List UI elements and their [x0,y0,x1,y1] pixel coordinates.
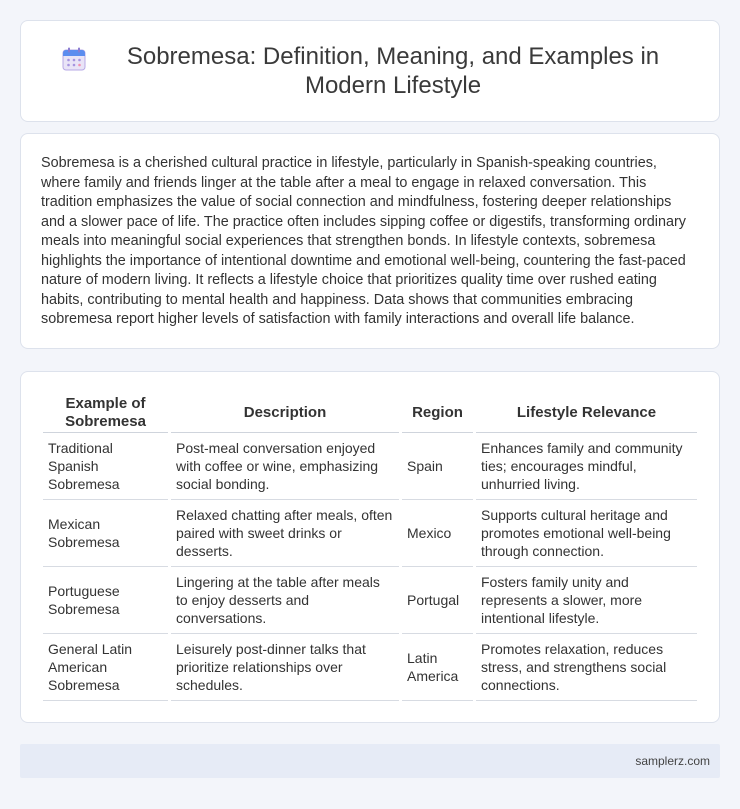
footer-link[interactable]: samplerz.com [635,754,710,768]
title-wrap [21,42,719,100]
header-description: Description [171,393,399,433]
cell-description: Leisurely post-dinner talks that prioritize relationships over schedules. [171,634,399,701]
cell-example: General Latin American Sobremesa [43,634,168,701]
cell-relevance: Fosters family unity and represents a slower, more intentional lifestyle. [476,567,697,634]
cell-relevance: Promotes relaxation, reduces stress, and strengthens social connections. [476,634,697,701]
intro-card [20,133,720,349]
table-row [43,634,697,701]
title-card [20,20,720,122]
cell-relevance: Supports cultural heritage and promotes emotional well-being through connection. [476,500,697,567]
table-row [43,567,697,634]
header-relevance: Lifestyle Relevance [476,393,697,433]
cell-region: Mexico [402,500,473,567]
cell-description: Post-meal conversation enjoyed with coffee or wine, emphasizing social bonding. [171,433,399,500]
page-title: Sobremesa: Definition, Meaning, and Examples in Modern Lifestyle [126,43,660,99]
cell-region: Portugal [402,567,473,634]
calendar-icon [61,46,87,72]
header-example: Example of Sobremesa [43,393,168,433]
table-header-row [43,393,697,433]
table-row [43,433,697,500]
cell-description: Relaxed chatting after meals, often paired with sweet drinks or desserts. [171,500,399,567]
cell-description: Lingering at the table after meals to enjoy desserts and conversations. [171,567,399,634]
cell-region: Spain [402,433,473,500]
table-row [43,500,697,567]
examples-table [40,393,700,701]
cell-example: Mexican Sobremesa [43,500,168,567]
cell-region: Latin America [402,634,473,701]
header-region: Region [402,393,473,433]
intro-paragraph: Sobremesa is a cherished cultural practice in lifestyle, particularly in Spanish-speaking countries, where family and friends linger at the table after a meal to engage in relaxed conversation. This tradition emphasizes the value of social connection and mindfulness, fostering deeper relationships and a slower pace of life. The practice often includes sipping coffee or digestifs, transforming ordinary meals into meaningful social experiences that strengthen bonds. In lifestyle contexts, sobremesa highlights the importance of intentional downtime and emotional well-being, countering the fast-paced nature of modern living. It reflects a lifestyle choice that prioritizes quality time over rushed eating habits, contributing to mental health and happiness. Data shows that communities embracing sobremesa report higher levels of satisfaction with family interactions and overall life balance. [41,155,686,327]
cell-example: Portuguese Sobremesa [43,567,168,634]
table-card [20,371,720,723]
cell-example: Traditional Spanish Sobremesa [43,433,168,500]
cell-relevance: Enhances family and community ties; encourages mindful, unhurried living. [476,433,697,500]
footer [20,744,720,778]
